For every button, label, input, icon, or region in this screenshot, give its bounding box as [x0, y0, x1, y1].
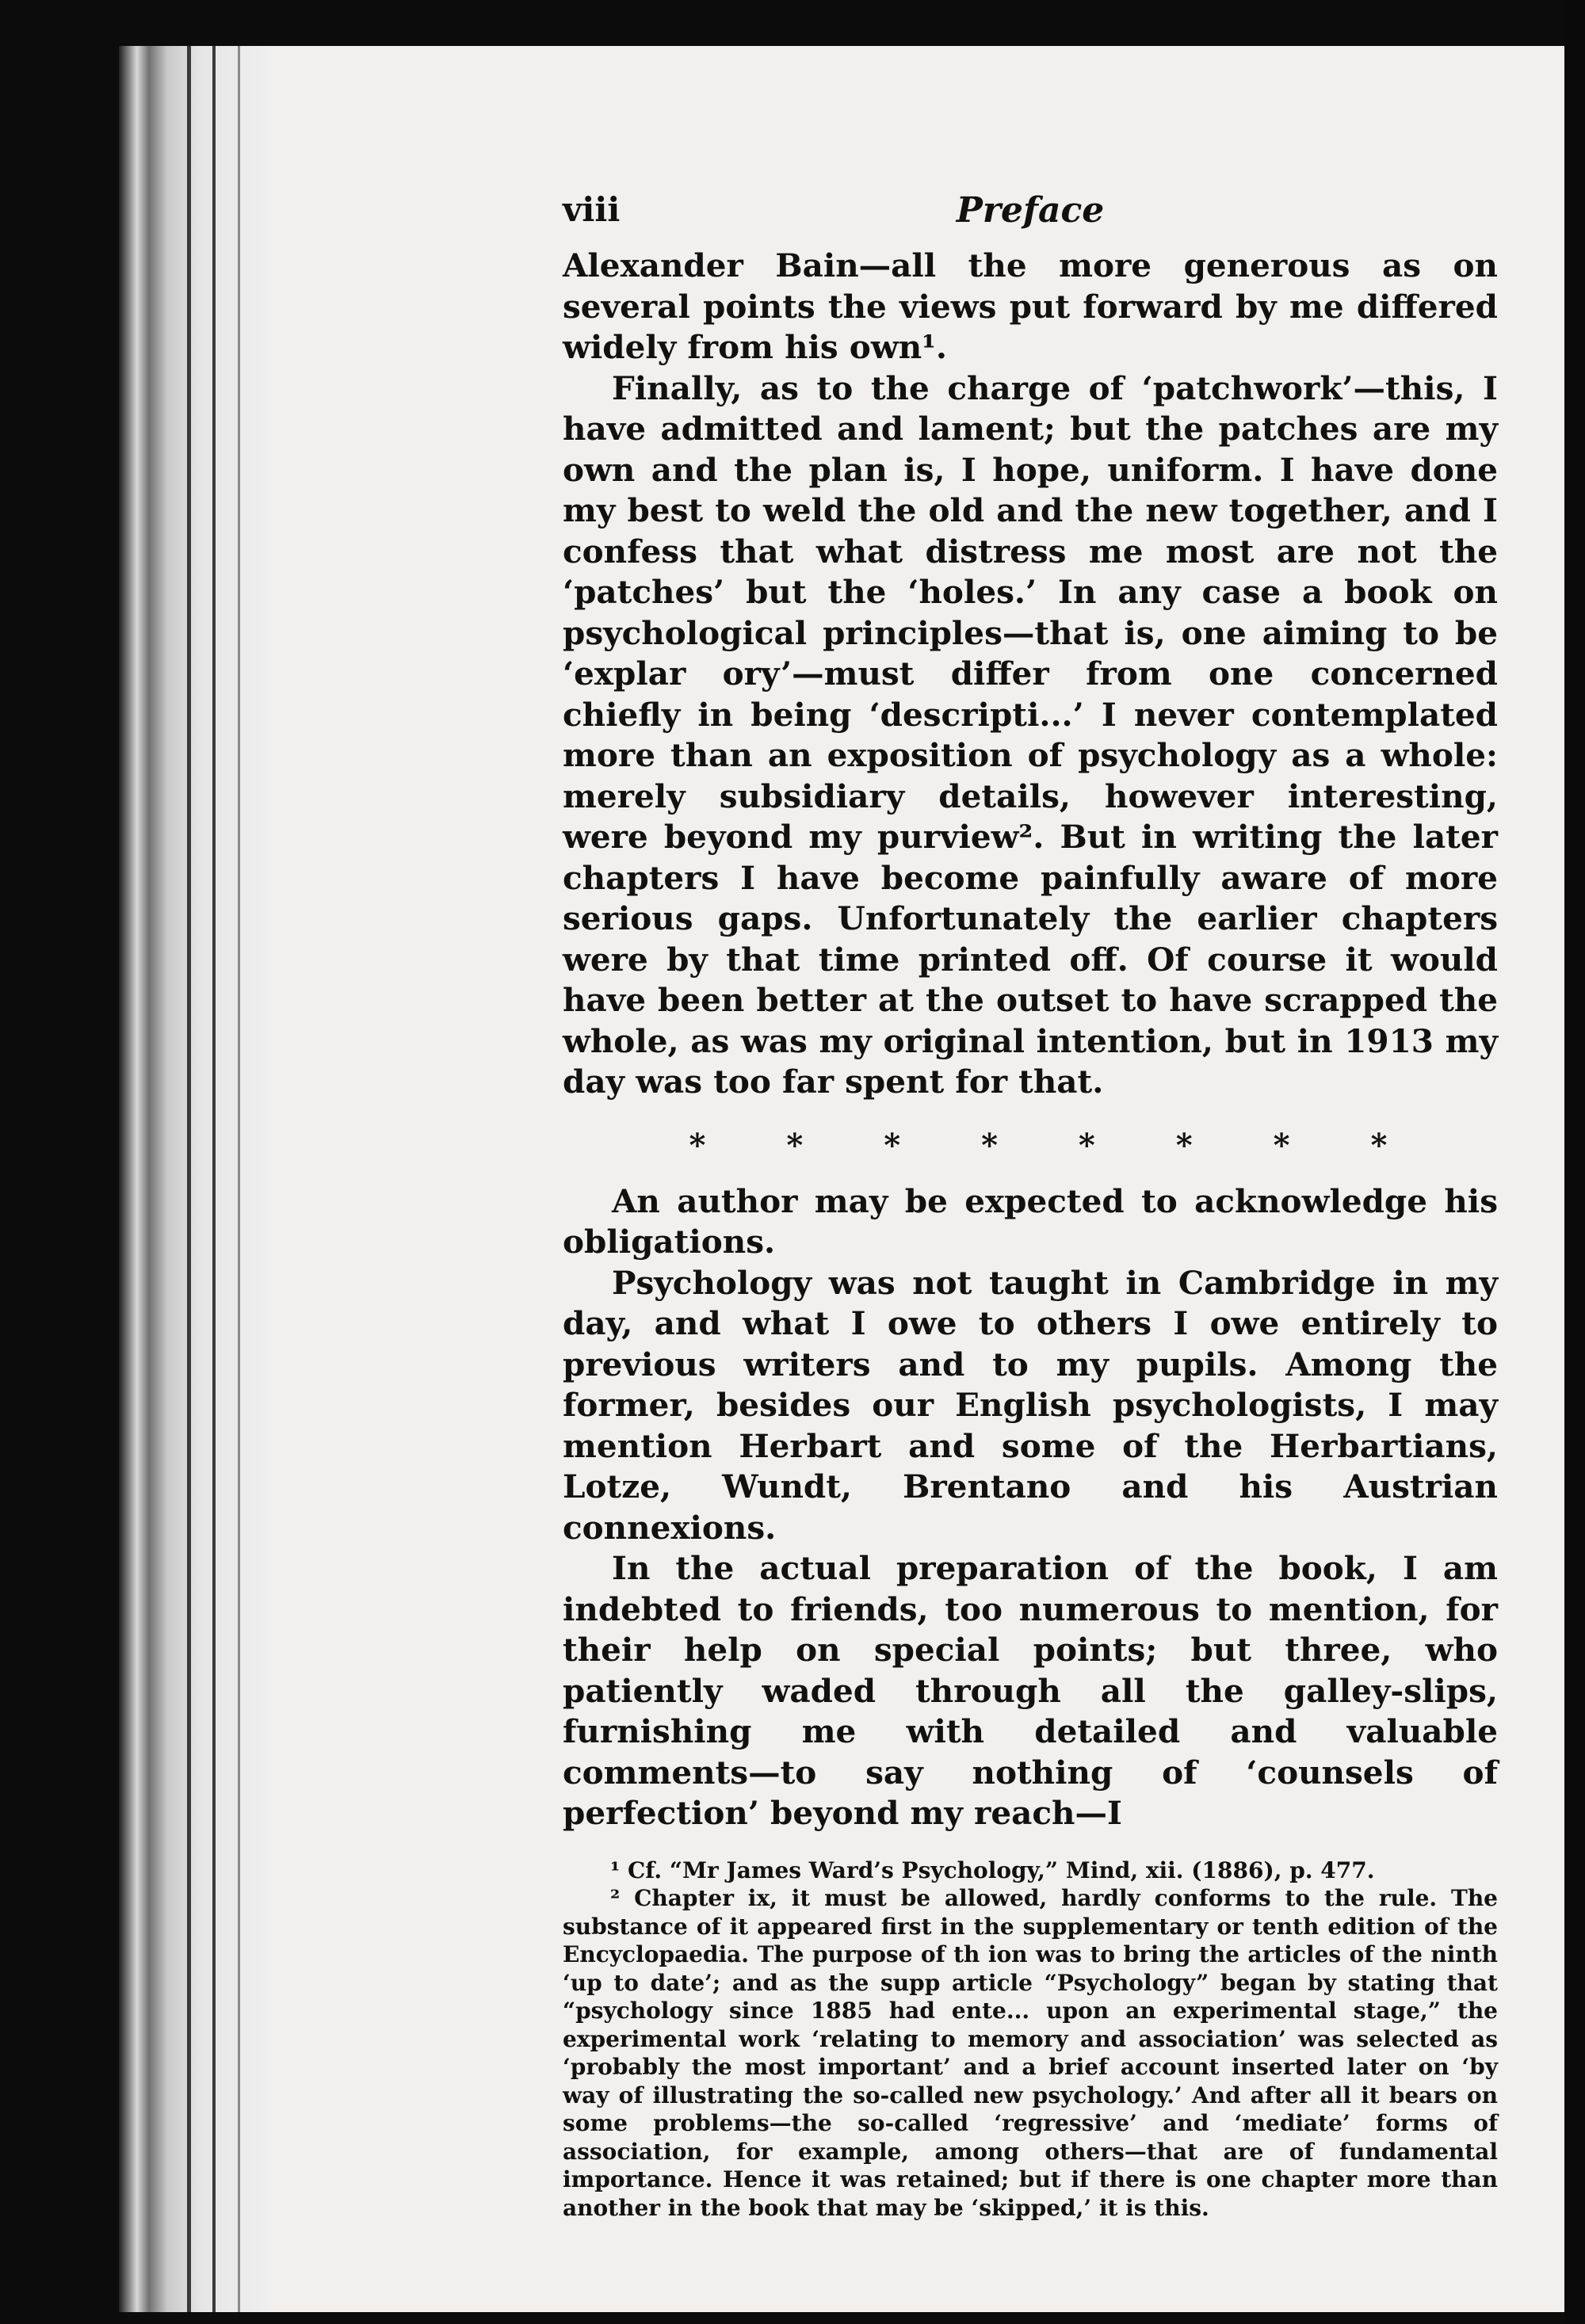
book-gutter	[119, 46, 269, 2312]
paragraph: Psychology was not taught in Cambridge in my day, and what I owe to others I owe entirely to previous writers and to my pupils. Among the former, besides our English psychologists, I may mention Herbart and some of the Herbartians, Lotze, Wundt, Brentano and his Austrian connexions.	[563, 1263, 1498, 1547]
paragraph: An author may be expected to acknowledge his obligations.	[563, 1181, 1498, 1261]
paragraph: Alexander Bain—all the more generous as on several points the views put forward by me differed widely from his own¹.	[563, 246, 1498, 366]
gutter-shadow-line	[238, 46, 240, 2312]
asterisk: *	[786, 1126, 804, 1164]
paragraph: In the actual preparation of the book, I am indebted to friends, too numerous to mention, for their help on special points; but three, who patiently waded through all the galley-slips, furnishing me with detailed and valuable comments—to say nothing of ‘counsels of perfection’ beyond my reach—I	[563, 1549, 1498, 1832]
scan-edge	[1564, 0, 1585, 2324]
asterisk: *	[884, 1126, 901, 1164]
running-head	[563, 174, 1498, 246]
paragraph: Finally, as to the charge of ‘patchwork’—this, I have admitted and lament; but the patches are my own and the plan is, I hope, uniform. I have done my best to weld the old and the new together, and I confess that what distress me most are not the ‘patches’ but the ‘holes.’ In any case a book on psychological principles—that is, one aiming to be ‘explar ory’—must differ from one concerned chiefly in being ‘descripti...’ I never contemplated more than an exposition of psychology as a whole: merely subsidiary details, however interesting, were beyond my purview². But in writing the later chapters I have become painfully aware of more serious gaps. Unfortunately the earlier chapters were by that time printed off. Of course it would have been better at the outset to have scrapped the whole, as was my original intention, but in 1913 my day was too far spent for that.	[563, 368, 1498, 1101]
gutter-shadow-line	[187, 46, 191, 2312]
asterisk: *	[1370, 1126, 1388, 1164]
footnotes	[563, 1857, 1498, 2223]
section-separator	[682, 1127, 1395, 1164]
asterisk: *	[1273, 1126, 1290, 1164]
asterisk: *	[1175, 1126, 1193, 1164]
asterisk: *	[689, 1126, 706, 1164]
running-title: Preface	[956, 190, 1105, 231]
asterisk: *	[1078, 1126, 1095, 1164]
footnote: ¹ Cf. “Mr James Ward’s Psychology,” Mind, xii. (1886), p. 477.	[610, 1857, 1375, 1883]
page-text	[563, 174, 1498, 2222]
asterisk: *	[981, 1126, 998, 1164]
page-number: viii	[563, 190, 621, 229]
gutter-shadow-line	[212, 46, 216, 2312]
footnote: ² Chapter ix, it must be allowed, hardly conforms to the rule. The substance of it appeared first in the supplementary or tenth edition of the Encyclopaedia. The purpose of th ion was to bring the articles of the ninth ‘up to date’; and as the supp article “Psychology” began by stating that “psychology since 1885 had ente... upon an experimental stage,” the experimental work ‘relating to memory and association’ was selected as ‘probably the most important’ and a brief account inserted later on ‘by way of illustrating the so-called new psychology.’ And after all it bears on some problems—the so-called ‘regressive’ and ‘mediate’ forms of association, for example, among others—that are of fundamental importance. Hence it was retained; but if there is one chapter more than another in the book that may be ‘skipped,’ it is this.	[563, 1885, 1498, 2221]
